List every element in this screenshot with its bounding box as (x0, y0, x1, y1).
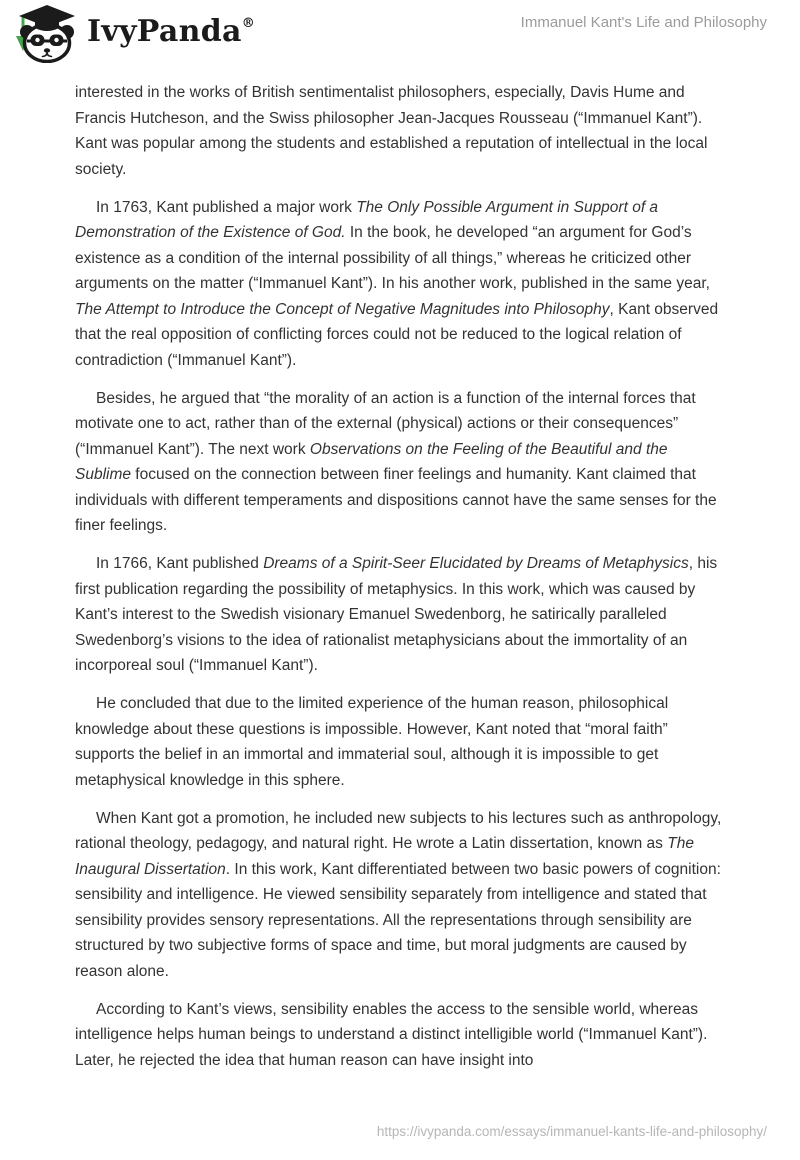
work-title-text: Dreams of a Spirit-Seer Elucidated by Dreams of Metaphysics (263, 555, 689, 572)
paragraph-text: In 1766, Kant published (96, 555, 264, 572)
paragraph-text: focused on the connection between finer feelings and humanity. Kant claimed that individuals with different temperaments and dispositions cannot have the same senses for the finer feelings. (75, 466, 717, 534)
work-title-text: Observations on the Feeling of the Beautiful and the Sublime (75, 440, 668, 483)
paragraph-text: According to Kant’s views, sensibility enables the access to the sensible world, whereas intelligence helps human beings to understand a distinct intelligible world (“Immanuel Kant”). Later, he rejected the idea that human reason can have insight into (75, 1000, 708, 1069)
essay-body (75, 80, 723, 1073)
brand-name: IvyPanda® (87, 14, 256, 49)
paragraph-text: . In this work, Kant differentiated between two basic powers of cognition: sensibility and intelligence. He viewed sensibility separately from intelligence and stated that sensibility provides sensory representations. All the representations through sensibility are structured by two subjective forms of space and time, but moral judgments are caused by reason alone. (75, 860, 721, 980)
paragraph (75, 806, 723, 985)
paragraph (75, 80, 723, 182)
registered-mark: ® (241, 16, 256, 31)
document-title: Immanuel Kant's Life and Philosophy (520, 14, 767, 31)
work-title-text: The Attempt to Introduce the Concept of Negative Magnitudes into Philosophy (75, 300, 610, 318)
paragraph (75, 997, 723, 1074)
footer-url: https://ivypanda.com/essays/immanuel-kants-life-and-philosophy/ (376, 1124, 767, 1139)
paragraph-text: In 1763, Kant published a major work (96, 198, 357, 216)
page-header (0, 0, 800, 67)
paragraph (75, 551, 723, 679)
paragraph-text: , Kant observed that the real opposition of conflicting forces could not be reduced to the logical relation of contradiction (“Immanuel Kant”). (75, 300, 719, 369)
paragraph (75, 691, 723, 793)
paragraph (75, 386, 723, 539)
work-title-text: The Only Possible Argument in Support of a Demonstration of the Existence of God. (75, 198, 659, 241)
paragraph-text: In the book, he developed “an argument for God’s existence as a condition of the internal possibility of all things,” whereas he criticized other arguments on the matter (“Immanuel Kant”). In his another work, published in the same year, (75, 224, 710, 292)
paragraph-text: He concluded that due to the limited experience of the human reason, philosophical knowledge about these questions is impossible. However, Kant noted that “moral faith” supports the belief in an immortal and immaterial soul, although it is impossible to get metaphysical knowledge in this sphere. (75, 695, 669, 789)
ivypanda-logo (12, 5, 255, 68)
paragraph-text: , his first publication regarding the possibility of metaphysics. In this work, which was caused by Kant’s interest to the Swedish visionary Emanuel Swedenborg, he satirically paralleled Swedenborg’s visions to the idea of rationalist metaphysicians about the immortality of an incorporeal soul (“Immanuel Kant”). (75, 555, 718, 674)
paragraph-text: Besides, he argued that “the morality of an action is a function of the internal forces that motivate one to act, rather than of the external (physical) actions or their consequences” (“Immanuel Kant”). The next work (75, 389, 696, 458)
paragraph-text: When Kant got a promotion, he included new subjects to his lectures such as anthropology, rational theology, pedagogy, and natural right. He wrote a Latin dissertation, known as (75, 809, 722, 852)
panda-graduate-icon (12, 5, 78, 68)
paragraph-text: interested in the works of British sentimentalist philosophers, especially, Davis Hume and Francis Hutcheson, and the Swiss philosopher Jean-Jacques Rousseau (“Immanuel Kant”). Kant was popular among the students and established a reputation of intellectual in the local society. (75, 84, 708, 178)
work-title-text: The Inaugural Dissertation (75, 835, 694, 878)
paragraph (75, 195, 723, 374)
